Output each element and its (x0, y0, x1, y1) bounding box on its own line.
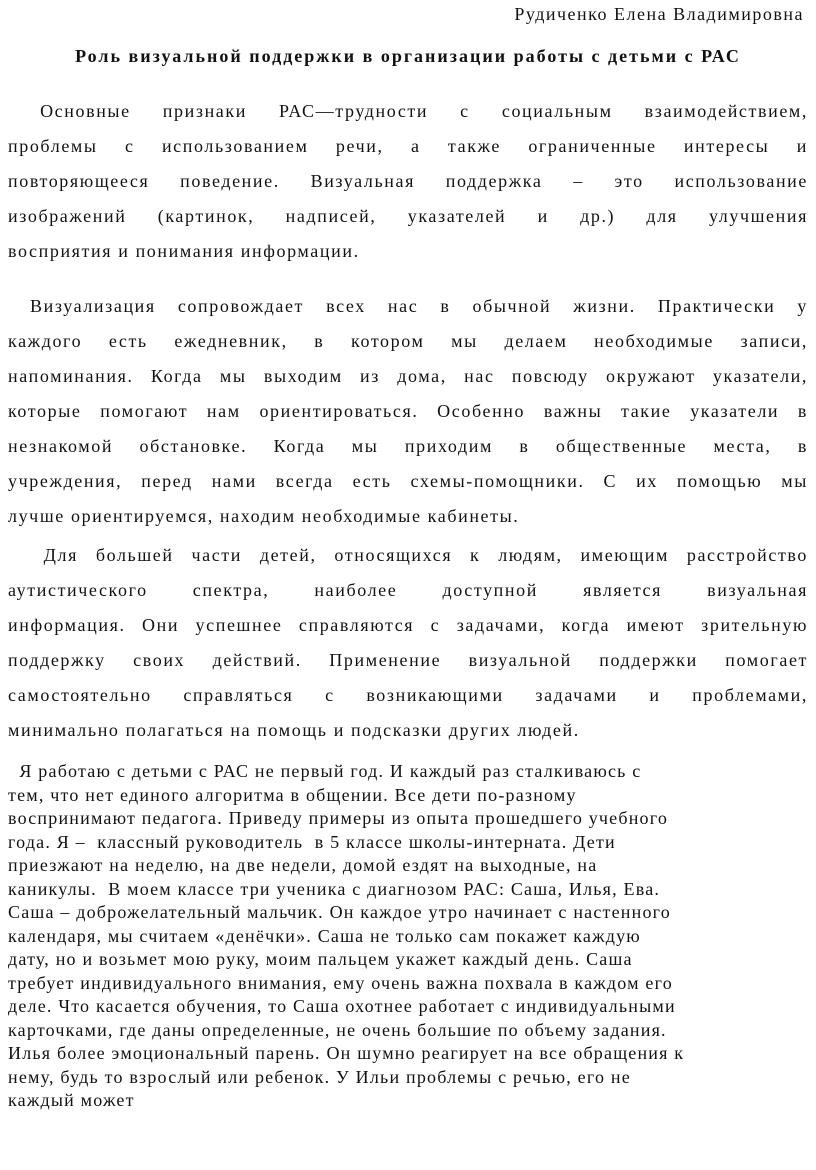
text-line: тем, что нет единого алгоритма в общении. Все дети по-разному (8, 784, 577, 805)
text-line: Визуализация сопровождает всех нас в обычной жизни. Практически у (8, 296, 808, 316)
paragraph-2 (8, 289, 808, 534)
text-line: аутистического спектра, наиболее доступной является визуальная (8, 580, 808, 600)
text-line: Илья более эмоциональный парень. Он шумно реагирует на все обращения к (8, 1043, 685, 1063)
text-line: деле. Что касается обучения, то Саша охотнее работает с индивидуальными (8, 996, 676, 1016)
text-line: изображений (картинок, надписей, указателей и др.) для улучшения (8, 206, 808, 226)
text-line: лучше ориентируемся, находим необходимые кабинеты. (8, 506, 520, 526)
text-line: нему, будь то взрослый или ребенок. У Ильи проблемы с речью, его не (8, 1066, 631, 1087)
text-line: восприятия и понимания информации. (8, 241, 360, 261)
text-line: приезжают на неделю, на две недели, домой ездят на выходные, на (8, 855, 598, 875)
text-line: Для большей части детей, относящихся к людям, имеющим расстройство (8, 545, 808, 565)
paragraph-3 (8, 538, 808, 748)
text-line: Я работаю с детьми с РАС не первый год. И каждый раз сталкиваюсь с (8, 761, 642, 781)
text-line: календаря, мы считаем «денёчки». Саша не только сам покажет каждую (8, 925, 641, 946)
text-line: требует индивидуального внимания, ему очень важна похвала в каждом его (8, 972, 673, 993)
author-name: Рудиченко Елена Владимировна (514, 4, 804, 24)
text-line: повторяющееся поведение. Визуальная поддержка – это использование (8, 171, 808, 191)
text-line: дату, но и возьмет мою руку, моим пальцем укажет каждый день. Саша (8, 949, 633, 969)
text-line: каждый может (8, 1090, 135, 1110)
text-line: учреждения, перед нами всегда есть схемы-помощники. С их помощью мы (8, 471, 808, 491)
text-line: каникулы. В моем классе три ученика с диагнозом РАС: Саша, Илья, Ева. (8, 878, 661, 899)
text-line: поддержку своих действий. Применение визуальной поддержки помогает (8, 650, 808, 670)
text-line: которые помогают нам ориентироваться. Особенно важны такие указатели в (8, 401, 808, 421)
text-line: информация. Они успешнее справляются с задачами, когда имеют зрительную (8, 615, 808, 635)
text-line: проблемы с использованием речи, а также ограниченные интересы и (8, 136, 808, 156)
text-line: воспринимают педагога. Приведу примеры из опыта прошедшего учебного (8, 808, 669, 828)
document-title: Роль визуальной поддержки в организации работы с детьми с РАС (75, 46, 741, 66)
text-line: года. Я – классный руководитель в 5 классе школы-интерната. Дети (8, 831, 616, 852)
text-line: напоминания. Когда мы выходим из дома, нас повсюду окружают указатели, (8, 366, 808, 386)
paragraph-4 (8, 760, 816, 1113)
paragraph-1 (8, 94, 808, 269)
text-line: незнакомой обстановке. Когда мы приходим в общественные места, в (8, 436, 808, 456)
text-line: карточками, где даны определенные, не очень большие по объему задания. (8, 1019, 667, 1040)
text-line: Саша – доброжелательный мальчик. Он каждое утро начинает с настенного (8, 902, 671, 922)
text-line: Основные признаки РАС—трудности с социальным взаимодействием, (8, 101, 808, 121)
text-line: минимально полагаться на помощь и подсказки других людей. (8, 720, 580, 740)
text-line: самостоятельно справляться с возникающими задачами и проблемами, (8, 685, 808, 705)
text-line: каждого есть ежедневник, в котором мы делаем необходимые записи, (8, 331, 808, 351)
